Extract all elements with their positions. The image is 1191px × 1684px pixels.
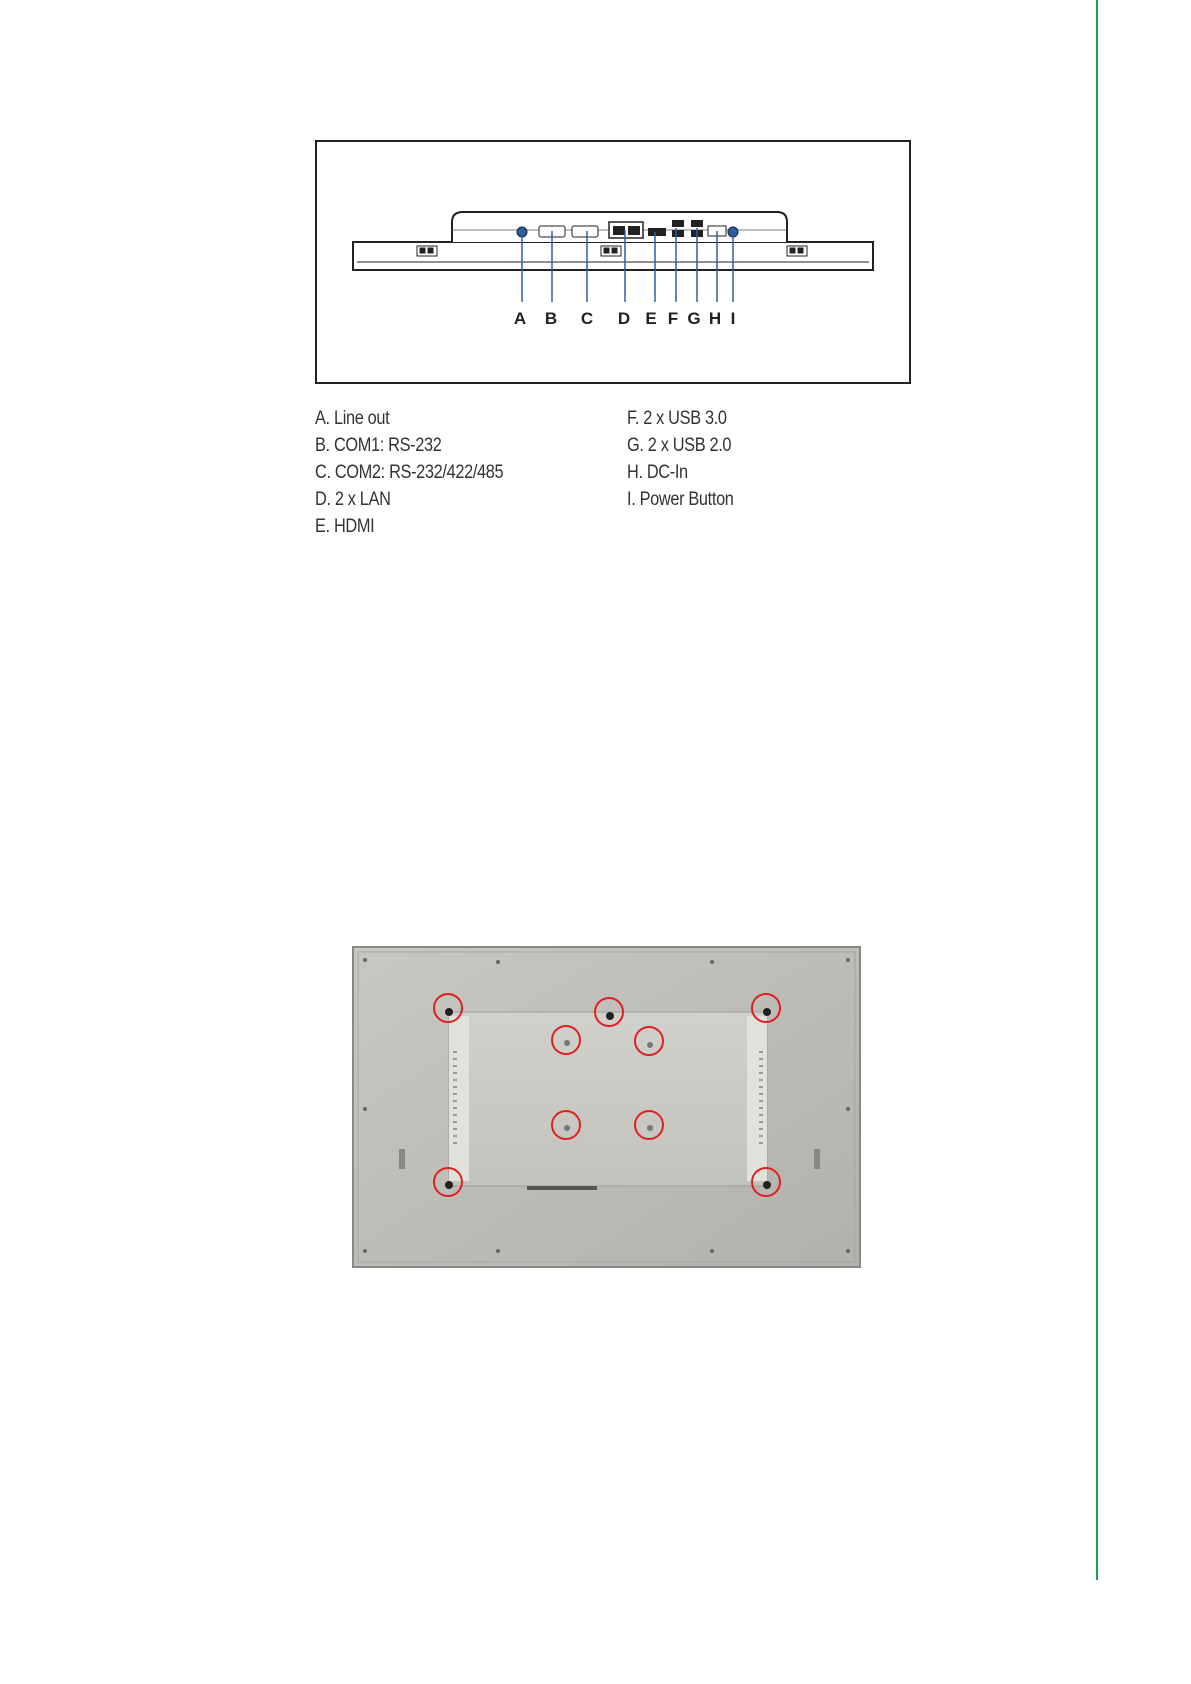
callout-b: B [544,309,558,328]
callout-e: E [645,309,657,328]
legend-item-power-button: I. Power Button [627,489,734,510]
legend-item-lan: D. 2 x LAN [315,489,391,510]
callout-g: G [687,309,701,328]
io-legend-left [315,405,503,540]
legend-item-hdmi: E. HDMI [315,516,375,537]
legend-item-usb2: G. 2 x USB 2.0 [627,435,732,456]
callout-d: D [617,309,631,328]
legend-item-com1: B. COM1: RS-232 [315,435,442,456]
rear-panel-mounting-diagram [352,946,861,1268]
legend-item-dc-in: H. DC-In [627,462,688,483]
callout-i: I [730,309,736,328]
legend-item-com2: C. COM2: RS-232/422/485 [315,462,504,483]
callout-c: C [580,309,594,328]
page-edge-rule [1096,0,1098,1580]
callout-f: F [667,309,679,328]
io-connector-diagram [315,140,911,384]
legend-item-line-out: A. Line out [315,408,390,429]
legend-item-usb3: F. 2 x USB 3.0 [627,408,727,429]
io-legend-right [627,405,734,513]
callout-h: H [708,309,722,328]
callout-a: A [513,309,527,328]
